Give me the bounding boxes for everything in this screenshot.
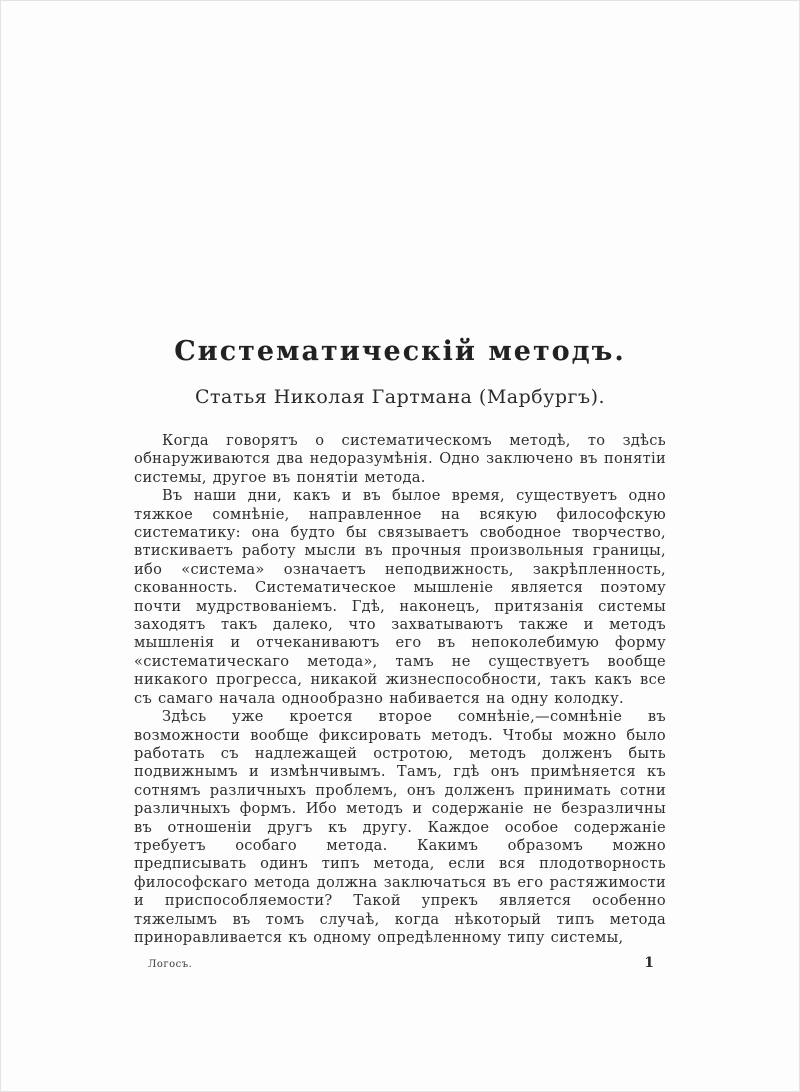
page-number: 1: [644, 955, 654, 972]
footer-journal-name: Логосъ.: [148, 959, 193, 971]
paragraph-3: Здѣсь уже кроется второе сомнѣніе,—сомнѣніе въ возможности вообще фиксировать методъ. Чтобы можно было работать съ надлежащей остротою, методъ долженъ быть подвижнымъ и измѣнчивымъ. Тамъ, гдѣ онъ примѣняется къ сотнямъ различныхъ проблемъ, онъ долженъ принимать сотни различныхъ формъ. Ибо методъ и содержаніе не безразличны въ отношеніи другъ къ другу. Каждое особое содержаніе требуетъ особаго метода. Какимъ образомъ можно предписывать одинъ типъ метода, если вся плодотворность философскаго метода должна заключаться въ его растяжимости и приспособляемости? Такой упрекъ является особенно тяжелымъ въ томъ случаѣ, когда нѣкоторый типъ метода приноравливается къ одному опредѣленному типу системы,: [134, 708, 666, 946]
page-footer: [134, 955, 666, 971]
article-title: Систематическій методъ.: [174, 336, 626, 367]
paragraph-1: Когда говорятъ о систематическомъ методѣ, то здѣсь обнаруживаются два недоразумѣнія. Одно заключено въ понятіи системы, другое въ понятіи метода.: [134, 432, 666, 486]
article-body: [134, 432, 666, 947]
paragraph-2: Въ наши дни, какъ и въ былое время, существуетъ одно тяжкое сомнѣніе, направленное на всякую философскую систематику: она будто бы связываетъ свободное творчество, втискиваетъ работу мысли въ прочныя произвольныя границы, ибо «система» означаетъ неподвижность, закрѣпленность, скованность. Систематическое мышленіе является поэтому почти мудрствованіемъ. Гдѣ, наконецъ, притязанія системы заходятъ такъ далеко, что захватываютъ также и методъ мышленія и отчеканиваютъ его въ непоколебимую форму «систематическаго метода», тамъ не существуетъ вообще никакого прогресса, никакой жизнеспособности, такъ какъ все съ самаго начала однообразно набивается на одну колодку.: [134, 487, 666, 707]
article-subtitle: Статья Николая Гартмана (Марбургъ).: [194, 386, 606, 408]
